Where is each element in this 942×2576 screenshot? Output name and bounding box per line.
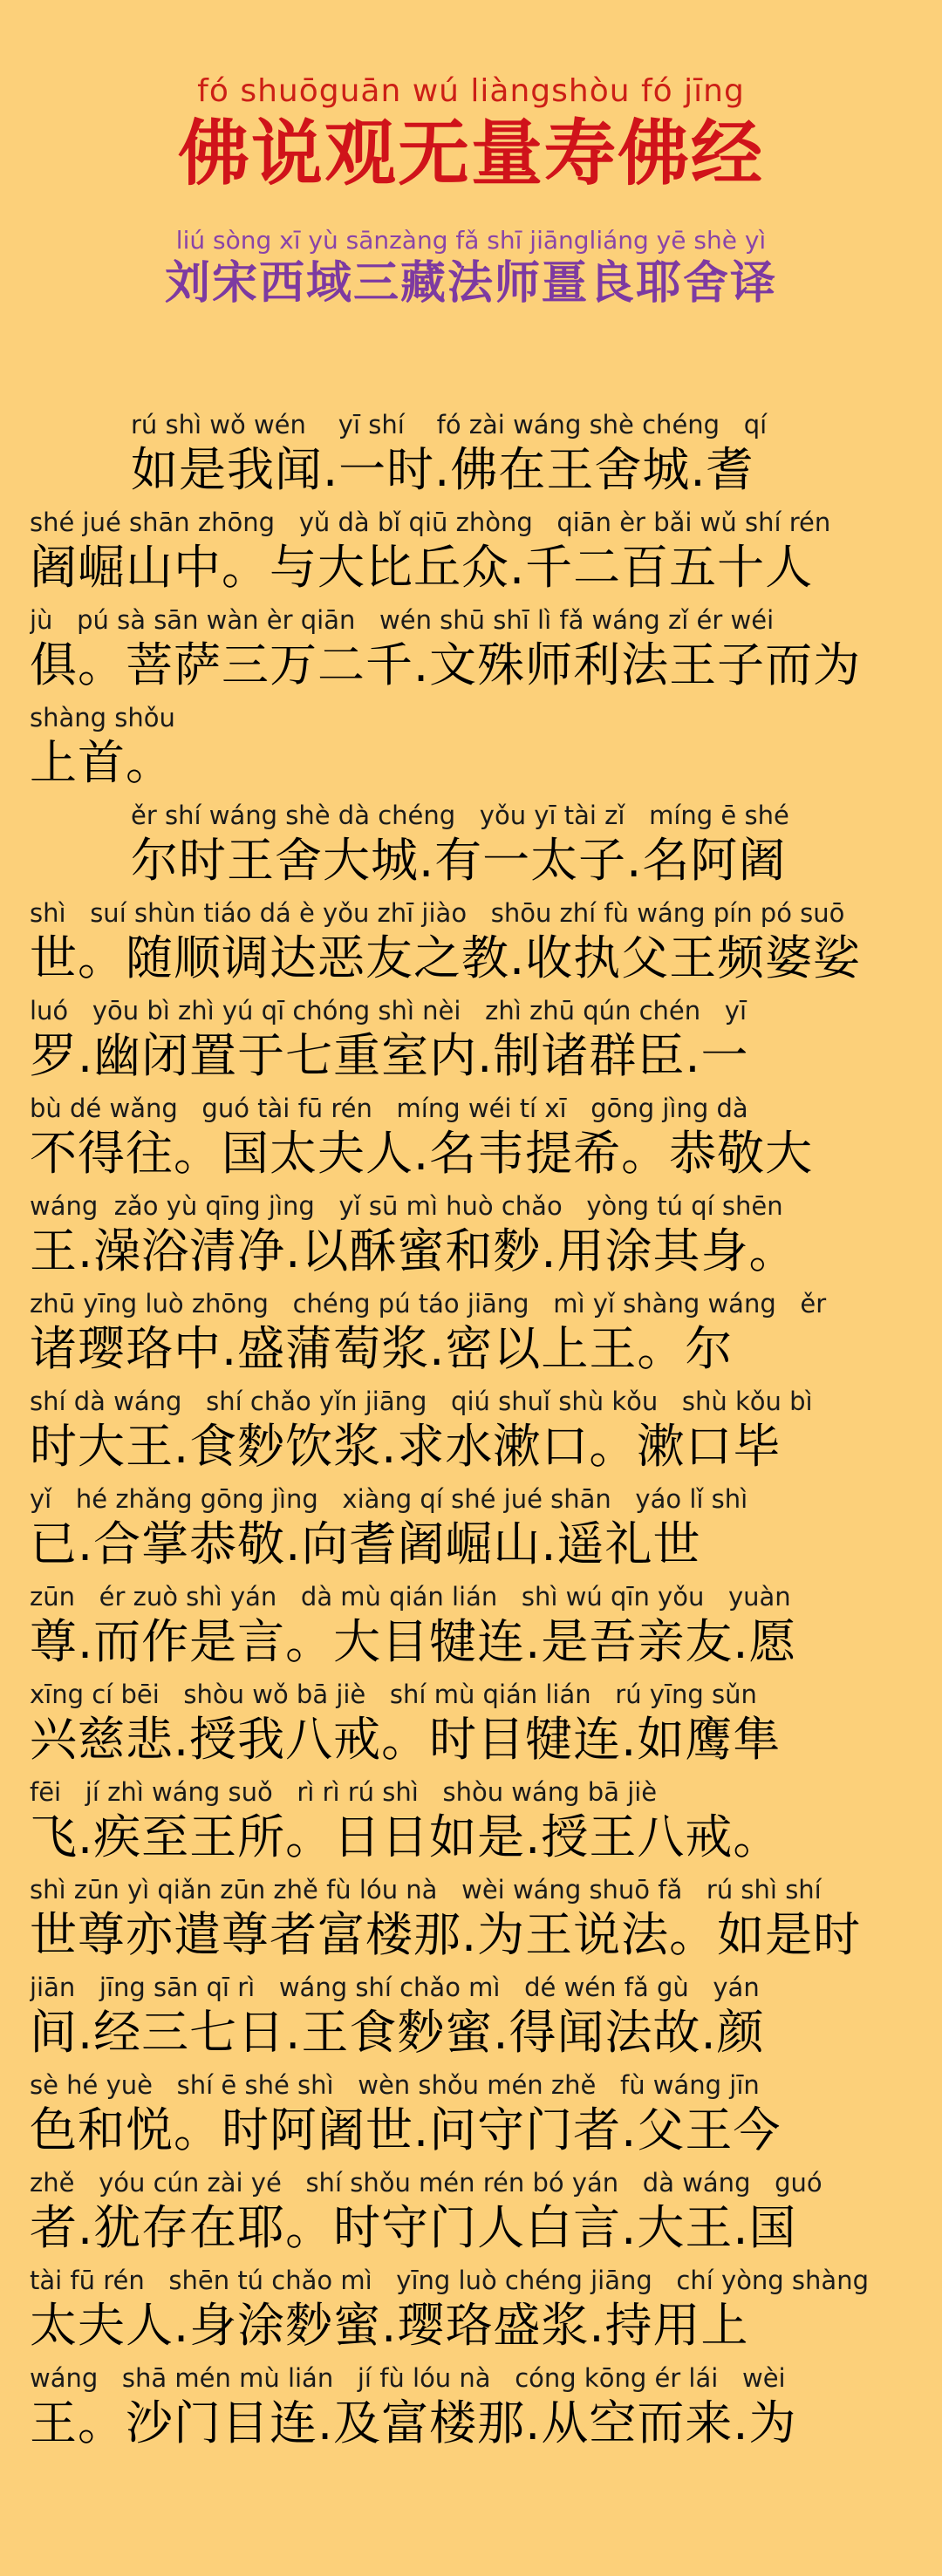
line-pinyin: zhū yīng luò zhōng chéng pú táo jiāng mì yǐ shàng wáng ěr <box>30 1289 827 1319</box>
text-line <box>30 2068 912 2166</box>
line-pinyin: wáng shā mén mù lián jí fù lóu nà cóng kōng ér lái wèi <box>30 2363 786 2393</box>
line-text: 尔时王舍大城.有一太子.名阿阇 <box>131 833 787 888</box>
line-pinyin: jù pú sà sān wàn èr qiān wén shū shī lì fǎ wáng zǐ ér wéi <box>30 605 775 635</box>
line-pinyin: wáng zǎo yù qīng jìng yǐ sū mì huò chǎo yòng tú qí shēn <box>30 1191 783 1221</box>
line-pinyin: shàng shǒu <box>30 703 175 733</box>
line-text: 上首。 <box>30 735 174 790</box>
text-line <box>30 1189 912 1287</box>
text-line <box>30 1287 912 1385</box>
text-line <box>30 506 912 603</box>
text-line <box>30 701 912 799</box>
line-text: 俱。菩萨三万二千.文殊师利法王子而为 <box>30 637 862 692</box>
text-line <box>30 896 912 994</box>
line-text: 诸璎珞中.盛蒲萄浆.密以上王。尔 <box>30 1321 734 1376</box>
line-pinyin: bù dé wǎng guó tài fū rén míng wéi tí xī gōng jìng dà <box>30 1094 748 1123</box>
line-pinyin: fēi jí zhì wáng suǒ rì rì rú shì shòu wáng bā jiè <box>30 1777 658 1807</box>
line-text: 色和悦。时阿阇世.问守门者.父王今 <box>30 2102 782 2157</box>
text-line <box>30 2361 912 2459</box>
line-text: 尊.而作是言。大目犍连.是吾亲友.愿 <box>30 1614 797 1669</box>
title-pinyin: fó shuōguān wú liàngshòu fó jīng <box>197 73 745 109</box>
text-line <box>30 1580 912 1678</box>
text-line <box>30 799 912 896</box>
translator-line: 刘宋西域三藏法师畺良耶舍译 <box>164 257 777 310</box>
line-text: 如是我闻.一时.佛在王舍城.耆 <box>131 442 754 497</box>
line-pinyin: jiān jīng sān qī rì wáng shí chǎo mì dé wén fǎ gù yán <box>30 1973 760 2002</box>
line-pinyin: tài fū rén shēn tú chǎo mì yīng luò chéng jiāng chí yòng shàng <box>30 2266 869 2295</box>
line-text: 王.澡浴清净.以酥蜜和麨.用涂其身。 <box>30 1223 797 1278</box>
text-line <box>30 1971 912 2068</box>
line-text: 者.犹存在耶。时守门人白言.大王.国 <box>30 2200 797 2255</box>
sutra-title: 佛说观无量寿佛经 <box>177 112 764 195</box>
line-text: 阇崛山中。与大比丘众.千二百五十人 <box>30 540 814 595</box>
line-text: 已.合掌恭敬.向耆阇崛山.遥礼世 <box>30 1516 701 1571</box>
line-text: 世。随顺调达恶友之教.收执父王频婆娑 <box>30 930 862 985</box>
sutra-header <box>30 72 912 310</box>
line-pinyin: ěr shí wáng shè dà chéng yǒu yī tài zǐ míng ē shé <box>131 801 789 830</box>
text-line <box>30 408 912 506</box>
text-line <box>30 1775 912 1873</box>
line-pinyin: zhě yóu cún zài yé shí shǒu mén rén bó yán dà wáng guó <box>30 2168 823 2198</box>
text-line <box>30 1385 912 1482</box>
line-text: 兴慈悲.授我八戒。时目犍连.如鹰隼 <box>30 1712 782 1767</box>
text-line <box>30 1873 912 1971</box>
line-text: 王。沙门目连.及富楼那.从空而来.为 <box>30 2395 797 2450</box>
line-pinyin: xīng cí bēi shòu wǒ bā jiè shí mù qián lián rú yīng sǔn <box>30 1680 757 1709</box>
line-pinyin: shì suí shùn tiáo dá è yǒu zhī jiào shōu zhí fù wáng pín pó suō <box>30 898 845 928</box>
line-text: 世尊亦遣尊者富楼那.为王说法。如是时 <box>30 1907 862 1962</box>
line-text: 太夫人.身涂麨蜜.璎珞盛浆.持用上 <box>30 2298 749 2353</box>
text-line <box>30 2166 912 2264</box>
line-text: 时大王.食麨饮浆.求水漱口。漱口毕 <box>30 1419 782 1474</box>
line-pinyin: yǐ hé zhǎng gōng jìng xiàng qí shé jué shān yáo lǐ shì <box>30 1484 748 1514</box>
line-pinyin: shí dà wáng shí chǎo yǐn jiāng qiú shuǐ shù kǒu shù kǒu bì <box>30 1387 813 1416</box>
line-text: 飞.疾至王所。日日如是.授王八戒。 <box>30 1809 782 1864</box>
line-text: 间.经三七日.王食麨蜜.得闻法故.颜 <box>30 2005 765 2060</box>
line-text: 不得往。国太夫人.名韦提希。恭敬大 <box>30 1126 814 1181</box>
text-line <box>30 1092 912 1189</box>
sutra-body <box>30 408 912 2459</box>
text-line <box>30 1482 912 1580</box>
text-line <box>30 994 912 1092</box>
line-pinyin: luó yōu bì zhì yú qī chóng shì nèi zhì zhū qún chén yī <box>30 996 747 1026</box>
line-pinyin: shì zūn yì qiǎn zūn zhě fù lóu nà wèi wáng shuō fǎ rú shì shí <box>30 1875 822 1905</box>
text-line <box>30 603 912 701</box>
page <box>0 72 942 2576</box>
line-pinyin: zūn ér zuò shì yán dà mù qián lián shì wú qīn yǒu yuàn <box>30 1582 791 1612</box>
line-pinyin: rú shì wǒ wén yī shí fó zài wáng shè chéng qí <box>131 410 768 440</box>
translator-pinyin: liú sòng xī yù sānzàng fǎ shī jiāngliáng yē shè yì <box>175 226 767 255</box>
line-pinyin: sè hé yuè shí ē shé shì wèn shǒu mén zhě fù wáng jīn <box>30 2070 760 2100</box>
text-line <box>30 2264 912 2361</box>
line-text: 罗.幽闭置于七重室内.制诸群臣.一 <box>30 1028 749 1083</box>
text-line <box>30 1678 912 1775</box>
line-pinyin: shé jué shān zhōng yǔ dà bǐ qiū zhòng qiān èr bǎi wǔ shí rén <box>30 508 831 537</box>
